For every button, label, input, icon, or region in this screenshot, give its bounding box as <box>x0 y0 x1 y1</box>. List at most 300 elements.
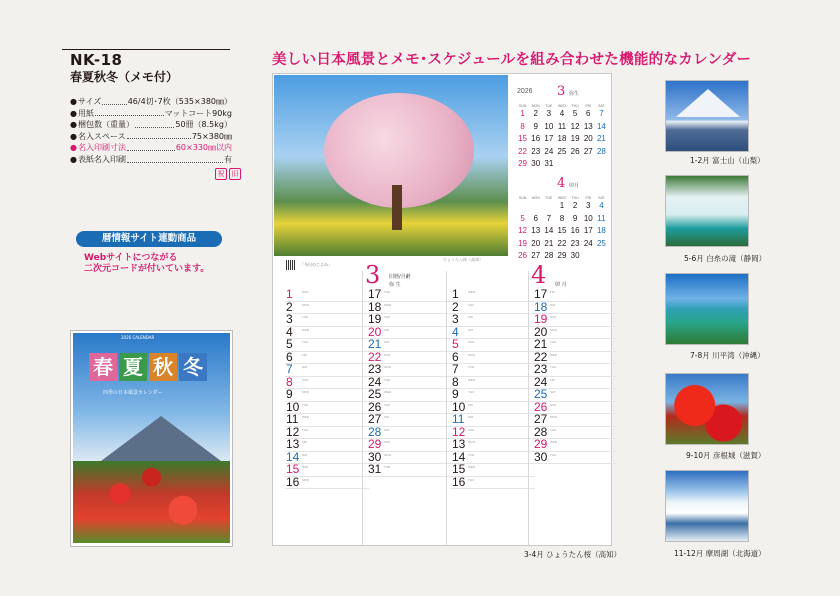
mini-day <box>582 250 595 263</box>
day-number: 23 <box>368 362 382 376</box>
mini-day: 4 <box>599 201 604 210</box>
weekday-label: SUN <box>384 352 391 357</box>
weekday-label: THU <box>550 452 557 457</box>
spec-value: 50冊（8.5kg） <box>175 120 232 130</box>
day-column <box>367 289 451 477</box>
thumbnail-lake <box>665 470 749 542</box>
photo-credit: ひょうたん桜（高知） <box>443 257 483 262</box>
weekday-label: SAT <box>302 365 308 369</box>
day-number: 28 <box>368 424 382 439</box>
mini-day: 15 <box>557 226 567 235</box>
weekday-label: TUE <box>545 104 553 108</box>
weekday-label: FRI <box>384 415 389 419</box>
mini-day: 17 <box>544 134 554 143</box>
mini-day: 14 <box>544 226 554 235</box>
mini-day: 9 <box>572 213 578 223</box>
spec-label: 表紙名入印刷 <box>78 154 126 164</box>
mini-day: 15 <box>518 134 528 143</box>
weekday-label: WED <box>557 104 567 108</box>
thumbnail-caption: 5-6月 白糸の滝（静岡） <box>684 254 767 263</box>
weekday-label: TUE <box>384 290 390 294</box>
day-row <box>451 324 535 340</box>
weekday-label: SUN <box>302 377 309 382</box>
weekday-label: THU <box>468 302 475 307</box>
day-row <box>451 364 535 377</box>
web-note-line2: 二次元コードが付いています。 <box>84 264 210 274</box>
mini-day: 26 <box>570 146 580 156</box>
day-row <box>451 339 535 352</box>
mini-day: 13 <box>583 121 593 131</box>
mini-day: 21 <box>596 134 606 143</box>
day-number: 5 <box>286 337 293 351</box>
day-number: 17 <box>534 287 548 301</box>
divider <box>62 49 230 50</box>
cover-header: 2026 CALENDAR <box>121 335 155 340</box>
weekday-label: WED <box>557 196 567 200</box>
day-row <box>285 289 369 302</box>
day-number: 20 <box>368 324 382 339</box>
day-column <box>451 289 535 489</box>
day-number: 13 <box>452 437 466 451</box>
mini-day: 7 <box>546 213 552 223</box>
day-number: 20 <box>534 324 548 339</box>
day-number: 21 <box>368 337 382 351</box>
mini-calendars <box>511 76 611 260</box>
mini-day: 2 <box>533 109 538 118</box>
mini-day <box>542 200 555 213</box>
thumbnail-caption: 11-12月 摩周湖（北海道） <box>674 549 766 558</box>
mini-day: 1 <box>559 201 565 210</box>
day-number: 15 <box>286 462 300 476</box>
day-number: 16 <box>452 474 466 489</box>
mini-month-grid <box>516 104 608 171</box>
day-number: 19 <box>368 312 382 326</box>
mini-day: 26 <box>518 251 528 260</box>
calendar-photo <box>274 75 508 256</box>
day-number: 14 <box>452 449 466 464</box>
weekday-label: TUE <box>545 196 553 200</box>
spec-item <box>70 96 232 108</box>
mini-day: 10 <box>544 121 554 131</box>
weekday-label: FRI <box>302 352 307 357</box>
day-number: 29 <box>534 437 548 451</box>
day-number: 18 <box>534 299 548 314</box>
weekday-label: SUN <box>302 290 309 294</box>
mini-day: 17 <box>583 226 593 235</box>
day-number: 31 <box>368 462 382 476</box>
mini-day: 23 <box>570 238 580 248</box>
cover-flowers <box>73 461 230 543</box>
mini-month-number: 4 <box>557 176 566 191</box>
day-number: 27 <box>534 412 548 426</box>
day-number: 13 <box>286 437 300 451</box>
weekday-label: SAT <box>598 104 605 108</box>
weekday-label: WED <box>384 302 391 307</box>
mini-day: 29 <box>518 159 528 168</box>
day-number: 18 <box>368 299 382 314</box>
cover-char: 冬 <box>179 353 207 381</box>
mini-day: 11 <box>557 121 567 131</box>
day-number: 11 <box>452 412 465 426</box>
mini-day: 24 <box>544 146 554 156</box>
thumbnail-castle <box>665 373 749 445</box>
day-number: 1 <box>286 287 293 301</box>
mini-day: 16 <box>570 226 580 235</box>
weekday-label: MON <box>550 327 557 332</box>
product-name: 春夏秋冬（メモ付） <box>70 70 179 84</box>
day-number: 26 <box>534 399 548 414</box>
holiday-badge: 祝 <box>215 168 227 180</box>
day-row <box>451 314 535 327</box>
mini-day <box>555 158 568 171</box>
day-number: 9 <box>452 387 459 401</box>
spec-item <box>70 119 232 131</box>
day-number: 23 <box>534 362 548 376</box>
big-month-number: 4 <box>531 261 547 289</box>
mini-day: 19 <box>518 238 528 248</box>
mini-day: 6 <box>586 109 591 118</box>
day-number: 4 <box>286 324 293 339</box>
cover-char: 春 <box>89 353 117 381</box>
bullet-icon: ● <box>70 108 77 118</box>
leader-dots <box>135 119 174 128</box>
thumbnail-fuji <box>665 80 749 152</box>
spec-value: 60×330㎜以内 <box>175 143 232 153</box>
spec-value: 46/4切･7枚（535×380㎜） <box>127 97 232 106</box>
day-number: 17 <box>368 287 382 301</box>
mini-day: 28 <box>596 146 606 156</box>
bullet-icon: ● <box>70 143 77 153</box>
mini-day: 8 <box>520 121 525 131</box>
weekday-label: WED <box>550 352 557 357</box>
day-number: 6 <box>452 349 459 364</box>
weekday-label: SAT <box>550 302 556 307</box>
spec-list <box>70 96 232 166</box>
weekday-label: MON <box>468 440 475 444</box>
mini-day: 8 <box>559 213 565 223</box>
weekday-label: WED <box>468 290 475 294</box>
mini-day: 12 <box>570 121 580 131</box>
calendar-caption: 3-4月 ひょうたん桜（高知） <box>524 550 622 559</box>
column-divider <box>446 271 447 545</box>
spec-label: 名入スペース <box>78 131 126 141</box>
mini-day: 3 <box>586 201 591 210</box>
qr-code-icon <box>286 260 296 270</box>
day-number: 3 <box>452 312 459 326</box>
weekday-label: SUN <box>550 315 557 319</box>
bullet-icon: ● <box>70 131 77 141</box>
mini-day: 27 <box>531 251 541 260</box>
cover-mountain <box>101 416 221 461</box>
tree-trunk <box>392 185 402 230</box>
day-row <box>451 299 535 315</box>
weekday-label: TUE <box>384 465 390 469</box>
day-column <box>285 289 369 489</box>
product-code: NK-18 <box>70 51 123 69</box>
weekday-label: TUE <box>384 377 390 382</box>
mini-day: 27 <box>583 146 593 156</box>
mini-day: 19 <box>570 134 580 143</box>
column-divider <box>528 271 529 545</box>
mini-day: 11 <box>597 213 606 223</box>
weekday-label: TUE <box>468 365 474 369</box>
weekday-label: THU <box>468 390 475 394</box>
day-row <box>451 474 535 490</box>
mini-day: 25 <box>557 146 567 156</box>
cover-char: 秋 <box>149 353 177 381</box>
day-row <box>285 299 369 315</box>
mini-day: 5 <box>520 213 525 223</box>
big-month-name: 弥 生 <box>389 282 401 288</box>
weekday-label: FRI <box>468 315 473 319</box>
day-number: 16 <box>286 474 300 489</box>
leader-dots <box>127 131 191 140</box>
day-number: 10 <box>452 399 466 414</box>
weekday-label: WED <box>468 465 475 469</box>
weekday-label: THU <box>571 196 579 200</box>
spec-item <box>70 131 232 143</box>
mini-day <box>582 158 595 171</box>
spec-label: サイズ <box>78 97 102 106</box>
day-number: 26 <box>368 399 382 414</box>
qr-label: 「今日のこよみ」 <box>300 262 332 267</box>
mini-day: 2 <box>572 201 578 210</box>
weekday-label: MON <box>468 352 475 357</box>
mini-day: 4 <box>559 109 565 118</box>
weekday-label: SUN <box>518 196 527 200</box>
day-row <box>367 464 451 477</box>
weekday-label: THU <box>384 315 391 319</box>
mini-day: 25 <box>596 238 606 248</box>
cover-title <box>89 353 207 381</box>
spec-item <box>70 154 232 166</box>
mini-day: 7 <box>599 109 604 118</box>
weekday-label: FRI <box>550 290 555 294</box>
weekday-label: THU <box>384 402 391 407</box>
cover-char: 夏 <box>119 353 147 381</box>
leader-dots <box>127 154 223 163</box>
day-number: 19 <box>534 312 548 326</box>
mini-day: 3 <box>546 109 552 118</box>
weekday-label: SUN <box>518 104 527 108</box>
weekday-label: FRI <box>585 104 592 108</box>
weekday-label: WED <box>468 377 475 382</box>
weekday-label: SAT <box>550 390 556 394</box>
mini-day: 28 <box>544 251 554 260</box>
mini-day: 30 <box>570 251 580 260</box>
day-number: 14 <box>286 449 300 464</box>
lunar-badge: 旧 <box>229 168 241 180</box>
mini-day: 6 <box>533 213 538 223</box>
weekday-label: MON <box>384 365 391 369</box>
mini-month-number: 3 <box>557 84 566 99</box>
mini-month-name: 弥生 <box>569 91 580 97</box>
spec-value: 有 <box>224 154 232 164</box>
mini-day: 18 <box>596 226 606 235</box>
day-number: 29 <box>368 437 382 451</box>
mini-day: 10 <box>583 213 593 223</box>
weekday-label: WED <box>550 440 557 444</box>
day-number: 24 <box>368 374 382 389</box>
spec-item <box>70 142 232 154</box>
day-number: 7 <box>452 362 459 376</box>
mini-day: 20 <box>583 134 593 143</box>
bullet-icon: ● <box>70 120 77 130</box>
mini-day <box>595 158 608 171</box>
weekday-label: MON <box>550 415 557 419</box>
mini-month-grid <box>516 196 608 263</box>
weekday-label: FRI <box>302 440 307 444</box>
mini-day: 29 <box>557 251 567 260</box>
mini-day: 24 <box>583 238 593 248</box>
day-number: 9 <box>286 387 293 401</box>
badge-group <box>215 168 241 180</box>
mini-day: 1 <box>520 109 525 118</box>
day-number: 12 <box>286 424 300 439</box>
weekday-label: TUE <box>302 402 308 407</box>
day-number: 12 <box>452 424 466 439</box>
weekday-label: SUN <box>468 340 475 344</box>
weekday-label: SAT <box>384 427 390 432</box>
day-number: 22 <box>534 349 548 364</box>
day-number: 5 <box>452 337 459 351</box>
day-number: 7 <box>286 362 293 376</box>
thumbnail-caption: 7-8月 川平湾（沖縄） <box>690 351 765 360</box>
mini-day: 30 <box>531 159 541 168</box>
day-number: 1 <box>452 287 459 301</box>
day-number: 28 <box>534 424 548 439</box>
column-divider <box>362 271 363 545</box>
mini-day: 23 <box>531 146 541 156</box>
weekday-label: THU <box>550 365 557 369</box>
bullet-icon: ● <box>70 154 77 164</box>
day-row <box>285 364 369 377</box>
day-number: 3 <box>286 312 293 326</box>
mini-day: 20 <box>531 238 541 248</box>
weekday-label: SUN <box>550 402 557 407</box>
weekday-label: SAT <box>598 196 605 200</box>
mini-day: 9 <box>533 121 538 131</box>
mini-month-name: 卯月 <box>569 183 580 189</box>
thumbnail-caption: 9-10月 彦根城（滋賀） <box>686 451 766 460</box>
mini-day: 18 <box>557 134 567 143</box>
day-number: 30 <box>368 449 382 464</box>
weekday-label: FRI <box>468 402 473 407</box>
mini-day: 31 <box>544 159 554 168</box>
leader-dots <box>102 96 126 105</box>
spec-value: 75×380㎜ <box>191 131 232 141</box>
thumbnail-caption: 1-2月 富士山（山梨） <box>690 156 765 165</box>
day-number: 2 <box>286 299 293 314</box>
weekday-label: MON <box>302 477 309 482</box>
day-number: 10 <box>286 399 300 414</box>
day-number: 8 <box>452 374 459 389</box>
weekday-label: WED <box>302 327 309 332</box>
weekday-label: TUE <box>550 340 556 344</box>
leader-dots <box>127 142 175 151</box>
leader-dots <box>95 108 164 117</box>
day-row <box>451 349 535 365</box>
weekday-label: SAT <box>468 327 474 332</box>
day-number: 21 <box>534 337 548 351</box>
thumbnail-bay <box>665 273 749 345</box>
mini-day: 22 <box>557 238 567 248</box>
weekday-label: THU <box>302 340 309 344</box>
weekday-label: MON <box>384 452 391 457</box>
web-note-line1: Webサイトにつながる <box>84 253 178 263</box>
lunar-tag: 旧暦/月齢 <box>389 274 411 280</box>
day-row <box>285 324 369 340</box>
weekday-label: TUE <box>302 315 308 319</box>
mini-day: 12 <box>518 226 528 235</box>
thumbnail-waterfall <box>665 175 749 247</box>
bullet-icon: ● <box>70 97 77 106</box>
day-row <box>533 449 617 465</box>
day-number: 4 <box>452 324 459 339</box>
weekday-label: THU <box>302 427 309 432</box>
mini-day: 13 <box>531 226 541 235</box>
day-row <box>451 289 535 302</box>
weekday-label: THU <box>468 477 475 482</box>
weekday-label: SAT <box>468 415 474 419</box>
mini-day <box>516 200 529 213</box>
year-label: 2026 <box>517 88 533 95</box>
big-month-name: 卯 月 <box>555 282 567 288</box>
day-number: 15 <box>452 462 466 476</box>
day-row <box>451 374 535 390</box>
weekday-label: FRI <box>550 377 555 382</box>
spec-label: 梱包数（重量） <box>78 120 134 130</box>
mini-day: 22 <box>518 146 528 156</box>
mini-day: 14 <box>596 121 606 131</box>
web-linked-label: 暦情報サイト連動商品 <box>76 231 222 247</box>
weekday-label: THU <box>571 104 579 108</box>
weekday-label: MON <box>302 390 309 394</box>
weekday-label: SAT <box>302 452 308 457</box>
mini-day <box>595 250 608 263</box>
weekday-label: SAT <box>384 340 390 344</box>
day-row <box>285 374 369 390</box>
spec-label: 用紙 <box>78 108 94 118</box>
mini-day: 5 <box>572 109 578 118</box>
cover-image <box>70 330 233 547</box>
headline: 美しい日本風景とメモ･スケジュールを組み合わせた機能的なカレンダー <box>272 52 752 68</box>
day-column <box>533 289 617 464</box>
weekday-label: SUN <box>468 427 475 432</box>
day-number: 30 <box>534 449 548 464</box>
day-number: 2 <box>452 299 459 314</box>
day-number: 27 <box>368 412 382 426</box>
spec-label: 名入印刷寸法 <box>78 143 126 153</box>
weekday-label: FRI <box>585 196 592 200</box>
day-number: 24 <box>534 374 548 389</box>
day-row <box>285 474 369 490</box>
calendar-sample <box>272 73 612 546</box>
weekday-label: TUE <box>468 452 474 457</box>
spec-item <box>70 108 232 120</box>
weekday-label: WED <box>302 415 309 419</box>
weekday-label: FRI <box>384 327 389 332</box>
day-number: 8 <box>286 374 293 389</box>
big-month-number: 3 <box>365 261 381 289</box>
mini-day <box>569 158 582 171</box>
day-number: 11 <box>286 412 299 426</box>
day-row <box>285 339 369 352</box>
weekday-label: MON <box>531 104 540 108</box>
day-row <box>285 349 369 365</box>
day-number: 22 <box>368 349 382 364</box>
spec-value: マットコート90kg <box>164 108 232 118</box>
